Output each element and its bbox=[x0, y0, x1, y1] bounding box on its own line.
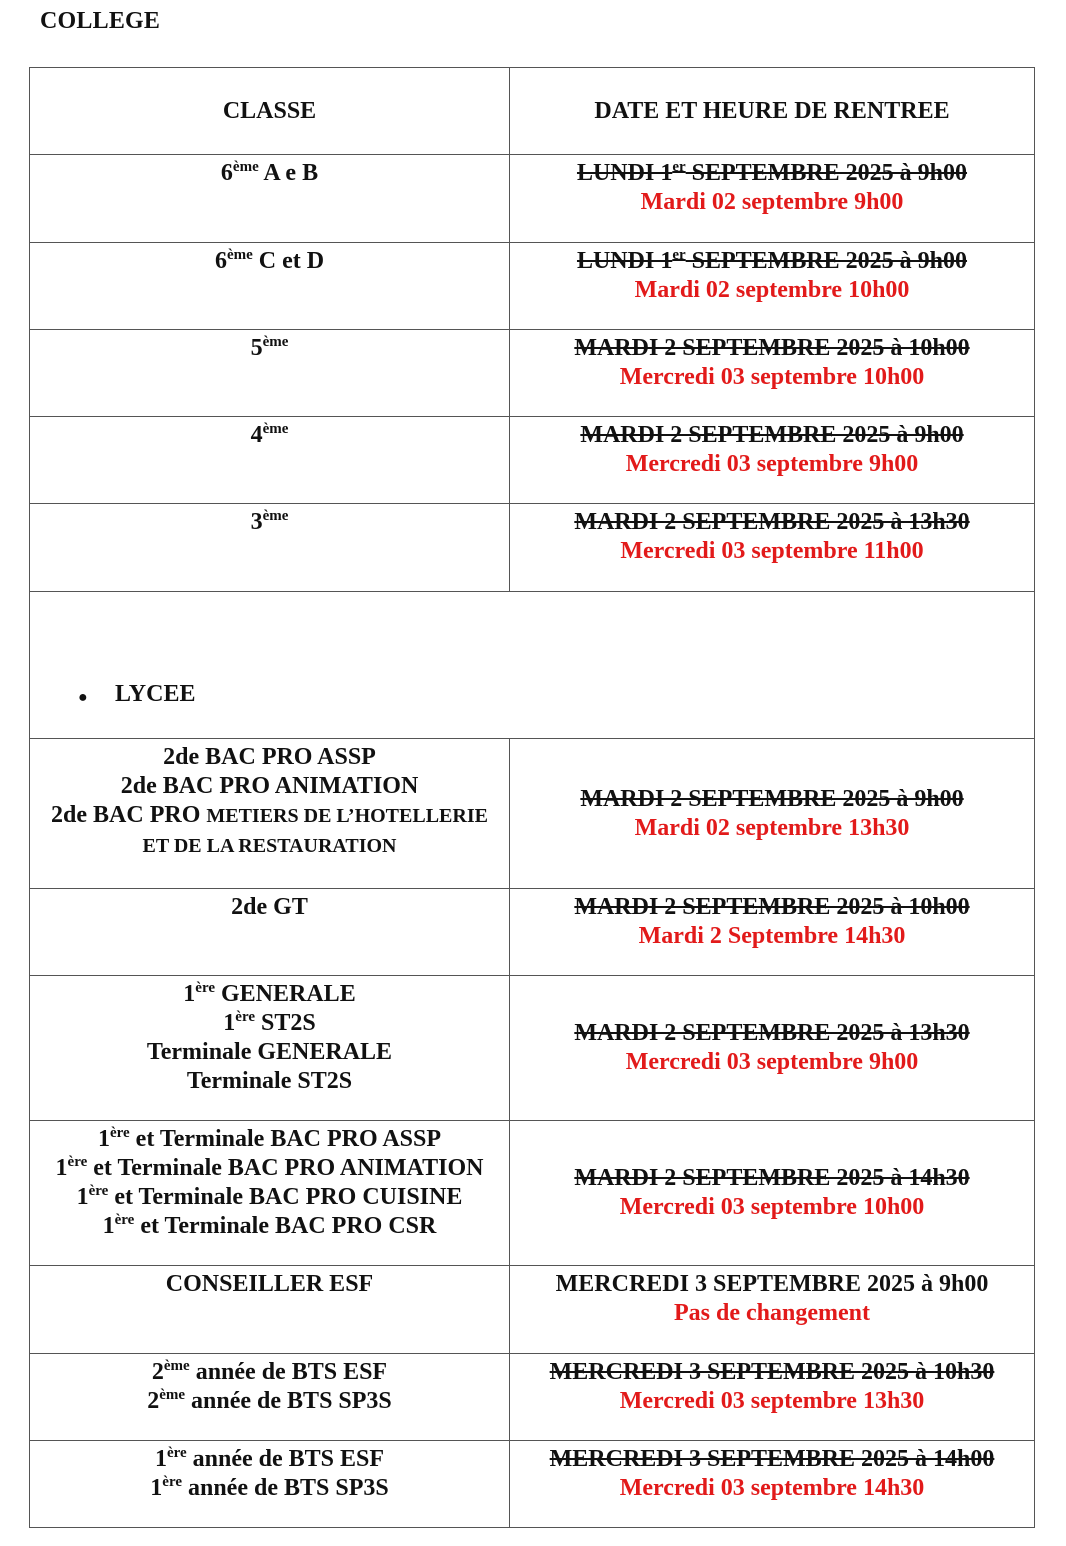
text-run: MARDI 2 SEPTEMBRE 2025 à 13h30 bbox=[574, 509, 970, 535]
class-line bbox=[30, 772, 509, 801]
text-run: 6 bbox=[214, 248, 227, 274]
old-date bbox=[510, 330, 1034, 363]
text-run: MARDI 2 SEPTEMBRE 2025 à 10h00 bbox=[574, 335, 970, 361]
text-run: Terminale ST2S bbox=[186, 1068, 353, 1094]
class-cell bbox=[30, 976, 510, 1121]
old-date bbox=[510, 785, 1034, 814]
class-cell bbox=[30, 1354, 510, 1441]
superscript: ère bbox=[114, 1212, 135, 1228]
college-row bbox=[30, 417, 1035, 504]
old-date bbox=[510, 1164, 1034, 1193]
text-run: 1 bbox=[183, 981, 196, 1007]
class-cell bbox=[30, 243, 510, 330]
class-line bbox=[30, 1038, 509, 1067]
superscript: ère bbox=[166, 1445, 187, 1461]
new-date: Pas de changement bbox=[674, 1300, 870, 1326]
header-row bbox=[30, 68, 1035, 155]
class-cell bbox=[30, 1441, 510, 1528]
text-run: et Terminale BAC PRO ASSP bbox=[129, 1126, 442, 1152]
text-run: SEPTEMBRE 2025 à 9h00 bbox=[685, 160, 968, 186]
date-cell bbox=[510, 1266, 1035, 1354]
new-date: Mardi 02 septembre 13h30 bbox=[634, 814, 910, 841]
date-cell bbox=[510, 1354, 1035, 1441]
lycee-section-row bbox=[30, 592, 1035, 739]
new-date: Mercredi 03 septembre 10h00 bbox=[619, 364, 925, 390]
class-name bbox=[30, 330, 509, 363]
class-cell bbox=[30, 417, 510, 504]
class-name bbox=[30, 155, 509, 188]
class-name bbox=[30, 504, 509, 537]
superscript: er bbox=[672, 247, 686, 263]
old-date bbox=[510, 893, 1034, 922]
text-run: année de BTS SP3S bbox=[185, 1388, 392, 1414]
class-name bbox=[30, 739, 509, 861]
old-date bbox=[510, 155, 1034, 188]
text-run: ST2S bbox=[255, 1010, 316, 1036]
new-date: Mercredi 03 septembre 14h30 bbox=[619, 1475, 925, 1501]
new-date: Mardi 02 septembre 10h00 bbox=[634, 277, 910, 303]
class-line bbox=[30, 831, 509, 861]
class-line bbox=[30, 1474, 509, 1503]
class-line bbox=[30, 743, 509, 772]
text-run: 1 bbox=[102, 1213, 115, 1239]
class-line bbox=[30, 1387, 509, 1416]
lycee-row bbox=[30, 889, 1035, 976]
class-line bbox=[30, 1270, 509, 1299]
text-run: MARDI 2 SEPTEMBRE 2025 à 9h00 bbox=[580, 422, 964, 448]
date-cell bbox=[510, 1441, 1035, 1528]
lycee-row bbox=[30, 739, 1035, 889]
class-line bbox=[30, 1125, 509, 1154]
superscript: er bbox=[672, 159, 686, 175]
class-cell bbox=[30, 889, 510, 976]
text-run: MARDI 2 SEPTEMBRE 2025 à 13h30 bbox=[574, 1020, 970, 1046]
college-heading: COLLEGE bbox=[40, 8, 161, 34]
date-cell bbox=[510, 243, 1035, 330]
new-date: Mardi 02 septembre 9h00 bbox=[640, 189, 904, 215]
text-run: C et D bbox=[252, 248, 325, 274]
old-date bbox=[510, 243, 1034, 276]
text-run: et Terminale BAC PRO ANIMATION bbox=[87, 1155, 484, 1181]
old-date bbox=[510, 1445, 1034, 1474]
date-cell bbox=[510, 504, 1035, 592]
text-run: MARDI 2 SEPTEMBRE 2025 à 9h00 bbox=[580, 785, 964, 812]
text-run: et Terminale BAC PRO CUISINE bbox=[108, 1184, 463, 1210]
superscript: ère bbox=[162, 1474, 182, 1490]
college-row bbox=[30, 243, 1035, 330]
class-name bbox=[30, 417, 509, 450]
class-name bbox=[30, 1354, 509, 1416]
class-name bbox=[30, 889, 509, 922]
text-run: 2 bbox=[151, 1359, 164, 1385]
class-cell bbox=[30, 1121, 510, 1266]
header-class: CLASSE bbox=[30, 68, 510, 155]
date-cell bbox=[510, 739, 1035, 889]
date-cell bbox=[510, 1121, 1035, 1266]
superscript: ème bbox=[262, 334, 289, 350]
text-run: MARDI 2 SEPTEMBRE 2025 à 10h00 bbox=[574, 894, 970, 920]
text-run: et Terminale BAC PRO CSR bbox=[134, 1213, 437, 1239]
class-name bbox=[30, 1441, 509, 1503]
superscript: ème bbox=[262, 508, 289, 524]
text-run: 5 bbox=[250, 335, 263, 361]
text-run: 1 bbox=[154, 1446, 167, 1472]
class-cell bbox=[30, 504, 510, 592]
text-run: MERCREDI 3 SEPTEMBRE 2025 à 14h00 bbox=[549, 1446, 995, 1472]
text-run: 1 bbox=[76, 1184, 89, 1210]
superscript: ère bbox=[88, 1183, 109, 1199]
superscript: ère bbox=[67, 1154, 88, 1170]
class-line bbox=[30, 1358, 509, 1387]
text-run: GENERALE bbox=[215, 981, 356, 1007]
college-row bbox=[30, 155, 1035, 243]
lycee-row bbox=[30, 1121, 1035, 1266]
date-cell bbox=[510, 155, 1035, 243]
new-date: Mercredi 03 septembre 13h30 bbox=[619, 1388, 925, 1414]
text-run: 2de BAC PRO ANIMATION bbox=[120, 773, 419, 799]
text-run: année de BTS ESF bbox=[189, 1359, 388, 1385]
date-cell bbox=[510, 889, 1035, 976]
lycee-row bbox=[30, 1441, 1035, 1528]
date-cell bbox=[510, 976, 1035, 1121]
text-run: 1 bbox=[55, 1155, 68, 1181]
text-run: MARDI 2 SEPTEMBRE 2025 à 14h30 bbox=[574, 1165, 970, 1191]
text-run: LUNDI 1 bbox=[576, 160, 673, 186]
text-run: 6 bbox=[220, 160, 233, 186]
class-name bbox=[30, 243, 509, 276]
text-run: LUNDI 1 bbox=[576, 248, 673, 274]
new-date: Mardi 2 Septembre 14h30 bbox=[638, 923, 906, 949]
text-run: 2de GT bbox=[231, 894, 308, 920]
college-row bbox=[30, 330, 1035, 417]
class-line bbox=[30, 980, 509, 1009]
old-date bbox=[510, 504, 1034, 537]
text-run: année de BTS SP3S bbox=[181, 1475, 389, 1501]
superscript: ère bbox=[195, 980, 215, 996]
superscript: ème bbox=[163, 1358, 190, 1374]
class-cell bbox=[30, 330, 510, 417]
text-run: année de BTS ESF bbox=[186, 1446, 385, 1472]
text-run: SEPTEMBRE 2025 à 9h00 bbox=[685, 248, 968, 274]
class-name bbox=[30, 1121, 509, 1241]
date-cell bbox=[510, 417, 1035, 504]
class-line bbox=[30, 1009, 509, 1038]
text-run: 1 bbox=[223, 1010, 236, 1036]
bullet-icon: ● bbox=[78, 689, 88, 706]
lycee-section-cell bbox=[30, 592, 1035, 739]
header-date: DATE ET HEURE DE RENTREE bbox=[510, 68, 1035, 155]
lycee-row bbox=[30, 976, 1035, 1121]
new-date: Mercredi 03 septembre 11h00 bbox=[620, 538, 924, 564]
class-line bbox=[30, 893, 509, 922]
class-line bbox=[30, 1183, 509, 1212]
class-cell bbox=[30, 739, 510, 889]
lycee-row bbox=[30, 1354, 1035, 1441]
text-run: 1 bbox=[97, 1126, 110, 1152]
class-line bbox=[30, 1445, 509, 1474]
superscript: ème bbox=[159, 1387, 186, 1403]
text-run: MERCREDI 3 SEPTEMBRE 2025 à 10h30 bbox=[549, 1359, 995, 1385]
schedule-table bbox=[29, 67, 1035, 1528]
new-date: Mercredi 03 septembre 9h00 bbox=[625, 451, 919, 477]
class-cell bbox=[30, 1266, 510, 1354]
class-line bbox=[30, 1212, 509, 1241]
lycee-row bbox=[30, 1266, 1035, 1354]
class-line bbox=[30, 801, 509, 831]
text-run: 1 bbox=[150, 1475, 163, 1501]
class-name bbox=[30, 1266, 509, 1299]
text-run: ET DE LA RESTAURATION bbox=[142, 835, 397, 857]
lycee-heading: LYCEE bbox=[115, 681, 196, 707]
new-date: Mercredi 03 septembre 9h00 bbox=[625, 1049, 919, 1075]
superscript: ème bbox=[232, 159, 259, 175]
text-run: 3 bbox=[250, 509, 263, 535]
class-name bbox=[30, 976, 509, 1096]
old-date bbox=[510, 1358, 1034, 1387]
class-line bbox=[30, 1154, 509, 1183]
superscript: ème bbox=[226, 247, 253, 263]
unchanged-date: MERCREDI 3 SEPTEMBRE 2025 à 9h00 bbox=[555, 1271, 989, 1297]
text-run: 2 bbox=[147, 1388, 160, 1414]
new-date: Mercredi 03 septembre 10h00 bbox=[619, 1194, 925, 1220]
old-date bbox=[510, 1019, 1034, 1048]
superscript: ème bbox=[262, 421, 289, 437]
text-run: 4 bbox=[250, 422, 263, 448]
college-row bbox=[30, 504, 1035, 592]
text-run: METIERS DE L’HOTELLERIE bbox=[206, 805, 488, 827]
superscript: ère bbox=[109, 1125, 130, 1141]
text-run: CONSEILLER ESF bbox=[165, 1271, 374, 1297]
old-date bbox=[510, 417, 1034, 450]
text-run: A e B bbox=[258, 160, 319, 186]
superscript: ère bbox=[235, 1009, 255, 1025]
class-line bbox=[30, 1067, 509, 1096]
date-cell bbox=[510, 330, 1035, 417]
text-run: 2de BAC PRO ASSP bbox=[163, 744, 376, 770]
text-run: Terminale GENERALE bbox=[146, 1039, 393, 1065]
text-run: 2de BAC PRO bbox=[51, 802, 207, 828]
class-cell bbox=[30, 155, 510, 243]
